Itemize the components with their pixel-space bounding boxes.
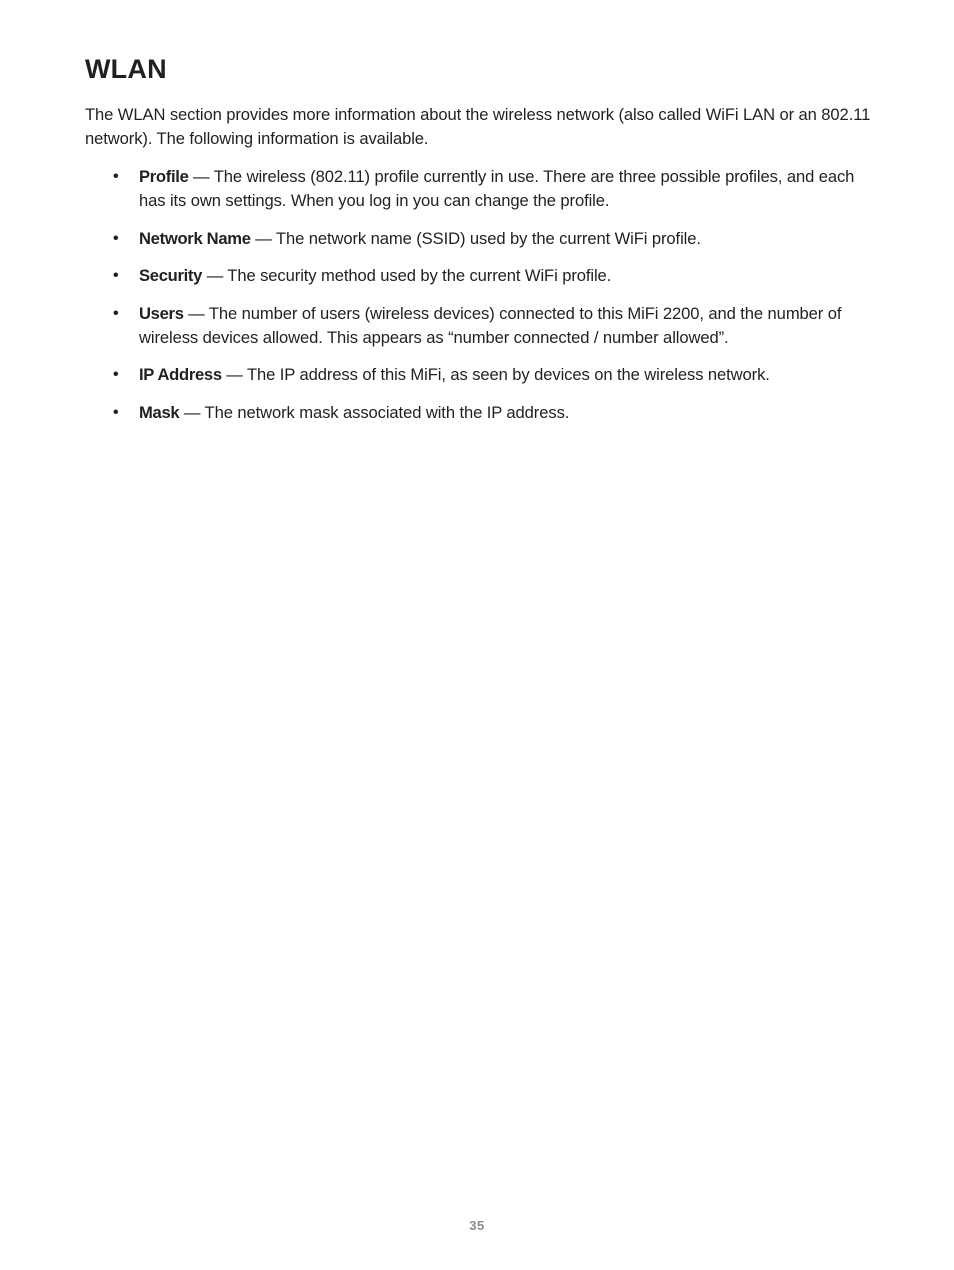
list-item-ip-address [115, 363, 885, 387]
list-item-mask [115, 401, 885, 425]
term-label: Network Name [139, 228, 251, 248]
bullet-icon: • [113, 229, 119, 247]
list-item-users [115, 302, 885, 350]
list-item-security [115, 264, 885, 288]
term-label: IP Address [139, 365, 222, 384]
bullet-icon: • [113, 366, 119, 383]
term-description: — The wireless (802.11) profile currently in use. There are three possible profiles, and each has its own settings. When you log in you can change the profile. [139, 167, 855, 210]
term-label: Mask [139, 402, 180, 422]
list-item-profile [115, 165, 885, 213]
info-list [115, 165, 885, 438]
term-label: Security [139, 266, 203, 285]
term-description: — The security method used by the current WiFi profile. [202, 266, 612, 285]
term-label: Users [139, 303, 184, 323]
bullet-icon: • [113, 403, 119, 421]
list-item-network-name [115, 227, 885, 251]
term-description: — The network name (SSID) used by the current WiFi profile. [250, 228, 701, 248]
term-description: — The number of users (wireless devices) connected to this MiFi 2200, and the number of wireless devices allowed. This appears as “number connected / number allowed”. [139, 303, 842, 347]
bullet-icon: • [113, 304, 119, 322]
page-number: 35 [469, 1218, 485, 1233]
bullet-icon: • [113, 168, 119, 185]
bullet-icon: • [113, 267, 119, 284]
term-label: Profile [139, 167, 189, 186]
term-description: — The IP address of this MiFi, as seen by devices on the wireless network. [221, 365, 770, 384]
intro-paragraph: The WLAN section provides more information about the wireless network (also called WiFi LAN or an 802.11 network). The following information is available. [85, 105, 871, 148]
section-heading: WLAN [85, 54, 167, 84]
term-description: — The network mask associated with the IP address. [179, 402, 570, 422]
